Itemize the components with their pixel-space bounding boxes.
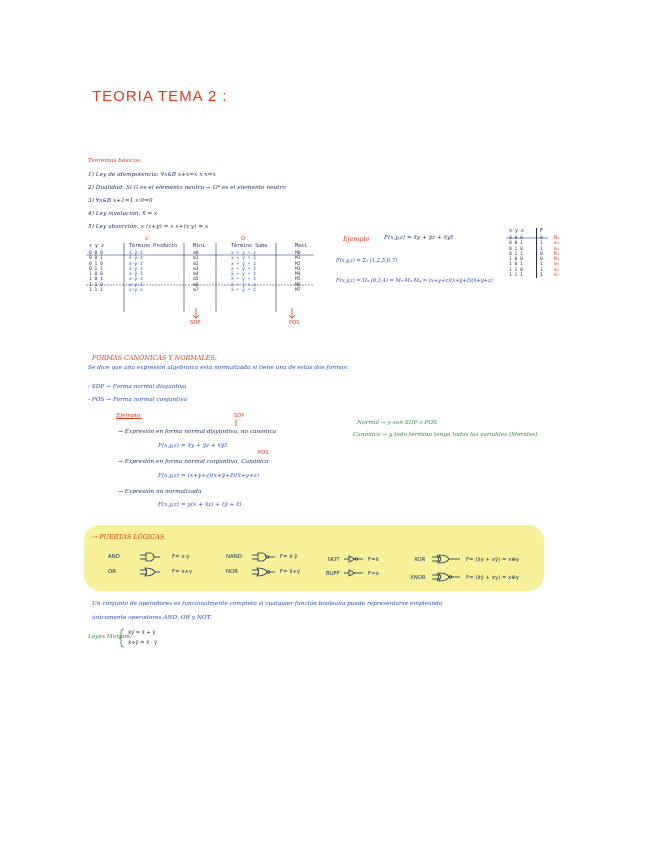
table-cell: x + ȳ + z — [231, 261, 256, 267]
page-title: TEORIA TEMA 2 : — [92, 88, 228, 105]
gate-buff-expr: F=x — [368, 571, 379, 577]
table-cell: m₅ — [554, 262, 560, 268]
table-cell: m6 — [193, 282, 199, 288]
gate-not-label: NOT — [328, 557, 340, 563]
table-cell: 0 0 0 — [89, 251, 103, 256]
table-cell: x·y·z — [129, 288, 143, 294]
formas-bullet-pos: - POS → Forma normal conjuntiva — [88, 397, 188, 403]
table-cell: m2 — [193, 261, 199, 267]
table-cell: 0 0 1 — [89, 256, 103, 262]
table-cell: 1 1 0 — [89, 282, 103, 288]
table-cell: M3 — [295, 266, 301, 272]
and-gate-icon — [140, 553, 160, 561]
table-cell: 1 1 1 — [509, 273, 523, 279]
table-cell: 1 0 0 — [509, 257, 523, 263]
formas-item-3: → Expresión no normalizada — [118, 489, 202, 495]
table-cell: m₁ — [554, 241, 560, 247]
teorema-2: 2) Dualidad: Si G es el elemento neutro → G* es el elemento neutro — [88, 185, 286, 191]
formas-ejemplo-label: Ejemplo: — [116, 413, 142, 419]
table-cell: 1 1 1 — [89, 288, 103, 294]
conjunto-line-1: Un conjunto de operadores es funcionalmente completo si cualquier función booleana puede representarse empleando — [92, 601, 443, 607]
formas-intro: Se dice que una expresión algebraica está normalizada si tiene una de estas dos formas: — [88, 365, 349, 371]
table-cell: 0 0 0 — [509, 236, 523, 241]
note-canonica: Canónica → y todo término tenga todas las variables (literales) — [353, 432, 538, 438]
formas-expr-2: F(x,y,z) = (x+y+z)(x+ȳ+z̄)(x̄+y+z) — [158, 473, 260, 479]
table-cell: x̄·ȳ·z̄ — [129, 251, 143, 256]
formas-item-2: → Expresión en forma normal conjuntiva, Canónica — [118, 459, 269, 465]
pos-label: POS — [289, 320, 300, 326]
gate-not-expr: F=x̄ — [368, 557, 379, 563]
table-cell: m₇ — [554, 273, 560, 279]
table-cell: 0 1 1 — [509, 251, 523, 257]
col-marker-1: x' — [145, 236, 150, 242]
table-cell: M₀ — [554, 236, 560, 241]
gate-and-label: AND — [108, 554, 120, 560]
table-cell: x̄ + ȳ + z — [231, 282, 256, 288]
formas-bullet-sdp: - SDP → Forma normal disyuntiva — [88, 384, 187, 390]
teorema-4: 4) Ley involución: x̿ = x — [88, 211, 158, 217]
col-header: Maxi — [295, 243, 308, 249]
table-cell: m₆ — [554, 267, 560, 273]
table-cell: 0 — [537, 257, 552, 262]
table-cell: M6 — [295, 282, 301, 288]
table-cell: M4 — [295, 272, 301, 278]
gate-and-expr: F= x·y — [172, 554, 190, 560]
table-cell: 1 0 1 — [509, 262, 523, 268]
xnor-gate-icon — [432, 573, 460, 581]
table-cell: 0 1 0 — [89, 261, 103, 267]
gate-xnor-expr: F= (x̄ȳ + xy) = x⊕y — [466, 575, 520, 581]
or-gate-icon — [140, 568, 160, 576]
table-cell: x + y + z̄ — [231, 256, 256, 262]
table-cell: 1 0 1 — [89, 277, 103, 283]
table-cell: m0 — [193, 251, 199, 256]
nor-gate-icon — [252, 568, 275, 576]
table-cell: x·ȳ·z̄ — [129, 272, 143, 278]
table-cell: m7 — [193, 288, 199, 294]
table-cell: m5 — [193, 277, 199, 283]
table-cell: 1 — [537, 273, 552, 278]
table-cell: x̄·y·z — [129, 266, 143, 272]
gate-buff-label: BUFF — [326, 571, 340, 577]
table-cell: M₃ — [554, 251, 560, 257]
col-marker-2: O — [241, 236, 246, 242]
teorema-1: 1) Ley de idempotencia: ∀x∈B x+x=x x·x=x — [88, 172, 216, 178]
ejemplo-sum: F(x,y,z) = Σ₃ (1,2,5,6,7) — [336, 258, 398, 264]
morgan-law-1: x̄ȳ = x̄ + ȳ — [128, 630, 156, 636]
teorema-3: 3) ∀x∈B x+1=1 x·0=0 — [88, 198, 153, 204]
table-rules — [86, 238, 548, 312]
table-cell: 1 — [537, 241, 552, 246]
table-cell: x + y + z — [231, 251, 256, 256]
formas-expr-1: F(x,y,z) = x̄y + ȳz + x̄ȳz̄ — [158, 443, 228, 449]
gate-nor-label: NOR — [226, 569, 239, 575]
gate-nand-expr: F= x̄·ȳ — [280, 554, 298, 560]
table-cell: x̄ + y + z — [231, 272, 256, 278]
col-header: Término Suma — [231, 243, 268, 249]
table-cell: 1 — [537, 268, 552, 273]
gate-or-label: OR — [108, 569, 116, 575]
table-cell: 1 1 0 — [509, 267, 523, 273]
gate-xor-label: XOR — [414, 557, 426, 563]
table-cell: x̄ + y + z̄ — [231, 277, 256, 283]
table-cell: m4 — [193, 272, 199, 278]
table-cell: 1 — [537, 262, 552, 267]
table-cell: m₂ — [554, 246, 560, 252]
formas-expr-3: F(x,y,z) = y(x + x̄z) + (ȳ + z̄) — [158, 502, 242, 508]
xor-gate-icon — [432, 555, 460, 563]
ejemplo-function: F(x,y,z) = x̄y + ȳz + x̄yz̄ — [384, 235, 454, 241]
table-cell: 0 — [537, 252, 552, 257]
teorema-5: 5) Ley absorción: x·(x+y) = x x+(x·y) = x — [88, 224, 209, 230]
col-header: x y z — [89, 243, 105, 249]
morgan-law-2: x̄+ȳ = x̄ · ȳ — [128, 640, 158, 646]
table-cell: 0 0 1 — [509, 241, 523, 247]
conjunto-line-2: únicamente operadores AND, OR y NOT. — [92, 615, 212, 621]
table-cell: m1 — [193, 256, 199, 262]
col-header: Mini — [193, 243, 206, 249]
nand-gate-icon — [252, 553, 275, 561]
table-cell: 0 1 0 — [509, 246, 523, 252]
table-cell: 1 — [537, 247, 552, 252]
sdp-mark: SDP — [234, 413, 245, 419]
table-cell: 0 — [537, 236, 552, 241]
table-cell: m3 — [193, 266, 199, 272]
table-cell: M1 — [295, 256, 301, 262]
gate-xnor-label: XNOR — [410, 575, 426, 581]
gate-nand-label: NAND — [226, 554, 242, 560]
puertas-heading: → PUERTAS LÓGICAS — [92, 533, 165, 541]
table-cell: M5 — [295, 277, 301, 283]
not-gate-icon — [344, 556, 363, 562]
table-cell: M₄ — [554, 257, 560, 263]
table-cell: x + ȳ + z̄ — [231, 266, 256, 272]
gate-nor-expr: F= x̄+ȳ — [280, 569, 301, 575]
gate-xor-expr: F= (x̄y + xȳ) = x⊕y — [466, 557, 520, 563]
table-cell: M2 — [295, 261, 301, 267]
table-cell: 1 0 0 — [89, 272, 103, 278]
col-header: Término Producto — [129, 243, 178, 249]
table-cell: x̄·ȳ·z — [129, 256, 143, 262]
buffer-gate-icon — [344, 570, 363, 576]
gate-or-expr: F= x+y — [172, 569, 193, 575]
formas-item-1: → Expresión en forma normal disyuntiva, no canónica — [118, 429, 277, 435]
col-header: x y z — [509, 228, 525, 234]
note-normal: Normal → y son SDP o POS — [357, 420, 438, 426]
table-cell: x̄ + ȳ + z̄ — [231, 288, 256, 294]
table-cell: x·ȳ·z — [129, 277, 143, 283]
table-cell: 0 1 1 — [89, 266, 103, 272]
table-cell: x̄·y·z̄ — [129, 261, 143, 267]
sdp-label: SDP — [190, 320, 201, 326]
morgan-label: Leyes Morgan: — [88, 634, 132, 640]
table-cell: x·y·z̄ — [129, 282, 143, 288]
formas-heading: FORMAS CANÓNICAS Y NORMALES: — [92, 354, 217, 362]
table-cell: M0 — [295, 251, 301, 256]
ejemplo-label: Ejemplo — [343, 235, 370, 243]
table-cell: M7 — [295, 288, 301, 294]
col-header: F — [537, 228, 552, 236]
teoremas-heading: Teoremas básicos: — [88, 158, 142, 164]
pos-mark: POS — [258, 450, 269, 456]
ejemplo-prod: F(x,y,z) = Π₃ (0,3,4) = M₀·M₃·M₄ = (x+y+z)(x+ȳ+z̄)(x̄+y+z) — [336, 278, 493, 284]
